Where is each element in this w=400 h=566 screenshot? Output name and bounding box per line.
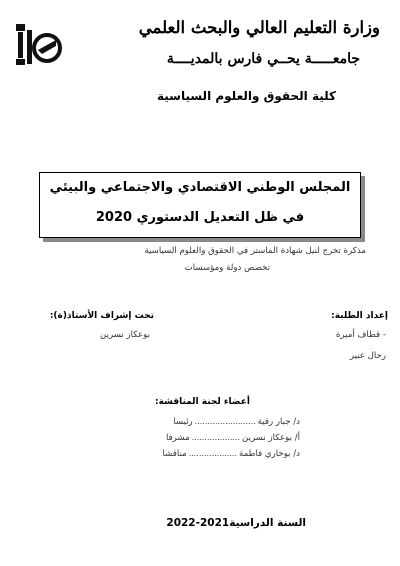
committee-label: أعضاء لجنة المناقشة:: [154, 397, 250, 407]
supervisor-label: تحت إشراف الأستاذ(ة):: [49, 311, 154, 321]
thesis-title-line-2: في ظل التعديل الدستوري 2020: [95, 210, 305, 225]
supervisor-name: بوعكاز نسرين: [100, 330, 150, 340]
member-role: رئيسا: [173, 417, 193, 427]
member-dots: ...................: [188, 449, 238, 458]
students-label: إعداد الطلبة:: [331, 311, 388, 321]
university-logo-icon: [14, 20, 64, 70]
committee-member: [166, 433, 300, 443]
student-name: رحال عبير: [349, 351, 386, 361]
faculty-name: كلية الحقوق والعلوم السياسية: [156, 89, 336, 103]
academic-year: السنة الدراسية2021-2022: [166, 517, 306, 529]
specialization: تخصص دولة ومؤسسات: [184, 263, 270, 273]
student-name: - قطاف أميرة: [335, 330, 386, 340]
member-dots: ........................: [194, 417, 256, 426]
memo-description: مذكرة تخرج لنيل شهادة الماستر في الحقوق والعلوم السياسية: [144, 246, 366, 256]
ministry-name: وزارة التعليم العالي والبحث العلمي: [138, 18, 380, 37]
member-role: مناقشا: [162, 449, 187, 459]
member-name: أ/ بوعكاز نسرين: [242, 433, 300, 443]
thesis-title-line-1: المجلس الوطني الاقتصادي والاجتماعي والبيئي: [49, 180, 351, 195]
committee-member: [162, 449, 300, 459]
university-name: جامعـــــة يحــي فارس بالمديــــة: [166, 51, 360, 67]
thesis-title-box: [39, 172, 361, 238]
member-dots: ...................: [191, 433, 241, 442]
committee-member: [173, 417, 300, 427]
member-role: مشرفا: [165, 433, 190, 443]
member-name: د/ بوخاري فاطمة: [239, 449, 300, 459]
member-name: د/ جبار رقية: [257, 417, 300, 427]
